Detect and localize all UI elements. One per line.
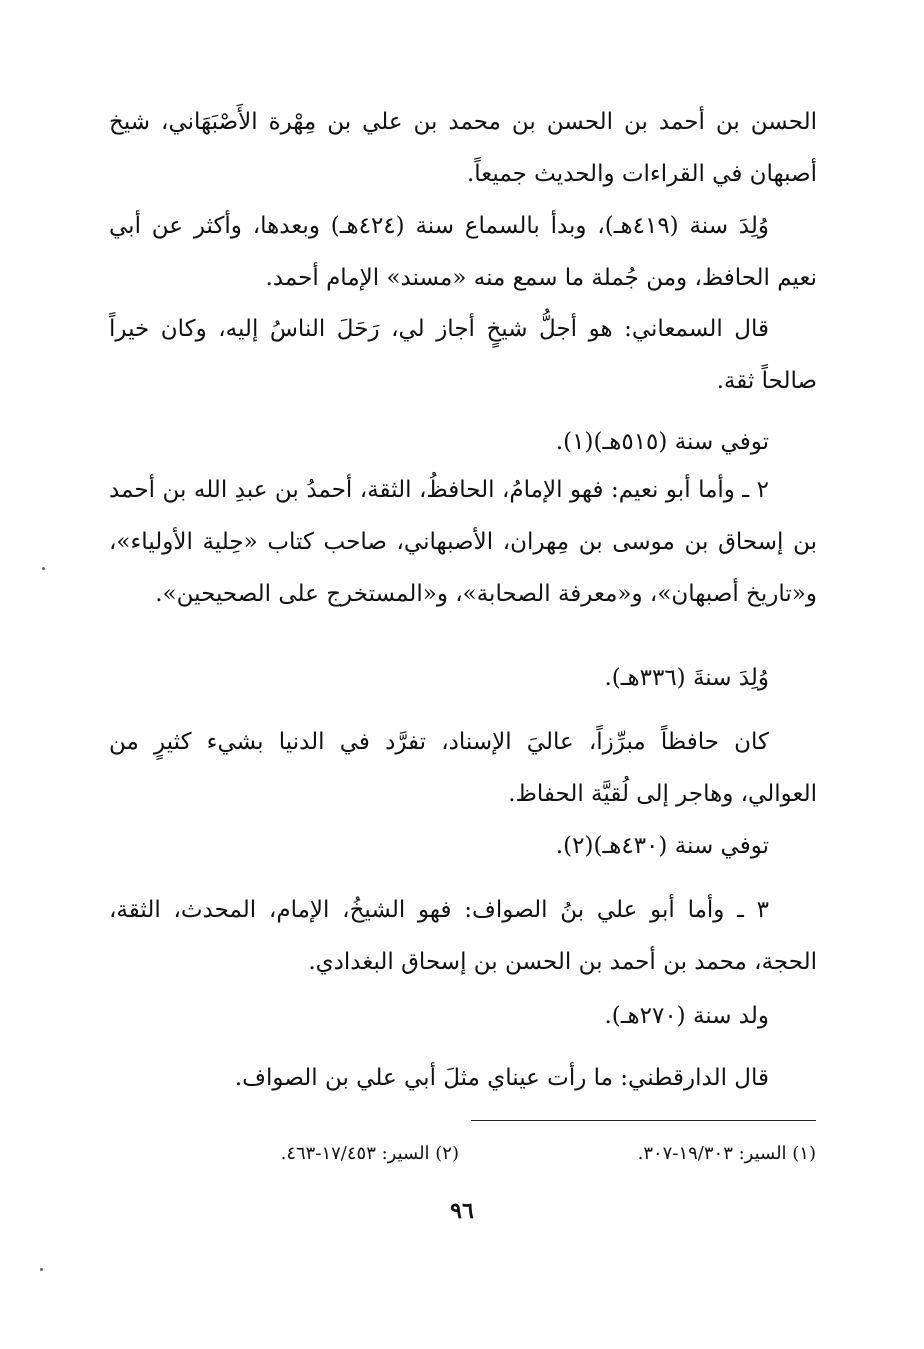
paragraph-ibn-al-sawwaf: ٣ ـ وأما أبو علي بنُ الصواف: فهو الشيخُ، الإمام، المحدث، الثقة، الحجة، محمد بن أحمد بن الحسن بن إسحاق البغدادي.: [109, 897, 817, 975]
paragraph-abu-nuaym: ٢ ـ وأما أبو نعيم: فهو الإمامُ، الحافظُ، الثقة، أحمدُ بن عبدِ الله بن أحمد بن إسحاق بن موسى بن مِهران، الأصبهاني، صاحب كتاب «حِلية الأولياء»، و«تاريخ أصبهان»، و«معرفة الصحابة»، و«المستخرج على الصحيحين».: [109, 477, 817, 607]
paragraph-biography-ibn-mihra: الحسن بن أحمد بن الحسن بن محمد بن علي بن مِهْرة الأَصْبَهَاني، شيخ أصبهان في القراءات والحديث جميعاً.: [109, 109, 817, 187]
scan-speck: [40, 1268, 43, 1271]
paragraph-death-515: توفي سنة (٥١٥هـ)(١).: [555, 429, 769, 455]
paragraph-birth-and-study: وُلِدَ سنة (٤١٩هـ)، وبدأ بالسماع سنة (٤٢٤هـ) وبعدها، وأكثر عن أبي نعيم الحافظ، ومن جُملة ما سمع منه «مسند» الإمام أحمد.: [109, 213, 817, 291]
paragraph-birth-336: وُلِدَ سنةَ (٣٣٦هـ).: [604, 665, 769, 691]
paragraph-samani-quote: قال السمعاني: هو أجلُّ شيخٍ أجاز لي، رَحَلَ الناسُ إليه، وكان خيراً صالحاً ثقة.: [109, 316, 817, 394]
footnote-2: (٢) السير: ١٧/٤٥٣-٤٦٣.: [280, 1143, 459, 1164]
footnote-1: (١) السير: ١٩/٣٠٣-٣٠٧.: [637, 1143, 816, 1164]
paragraph-birth-270: ولد سنة (٢٧٠هـ).: [604, 1003, 769, 1029]
footnote-separator: [471, 1120, 816, 1121]
page-number: ٩٦: [450, 1198, 474, 1224]
paragraph-death-430: توفي سنة (٤٣٠هـ)(٢).: [555, 833, 769, 859]
scan-speck: [42, 567, 45, 570]
paragraph-daraqutni-quote: قال الدارقطني: ما رأت عيناي مثلَ أبي علي بن الصواف.: [234, 1065, 769, 1091]
paragraph-abu-nuaym-description: كان حافظاً مبرِّزاً، عاليَ الإسناد، تفرَّد في الدنيا بشيء كثيرٍ من العوالي، وهاجر إلى لُقيَّة الحفاظ.: [109, 729, 817, 807]
